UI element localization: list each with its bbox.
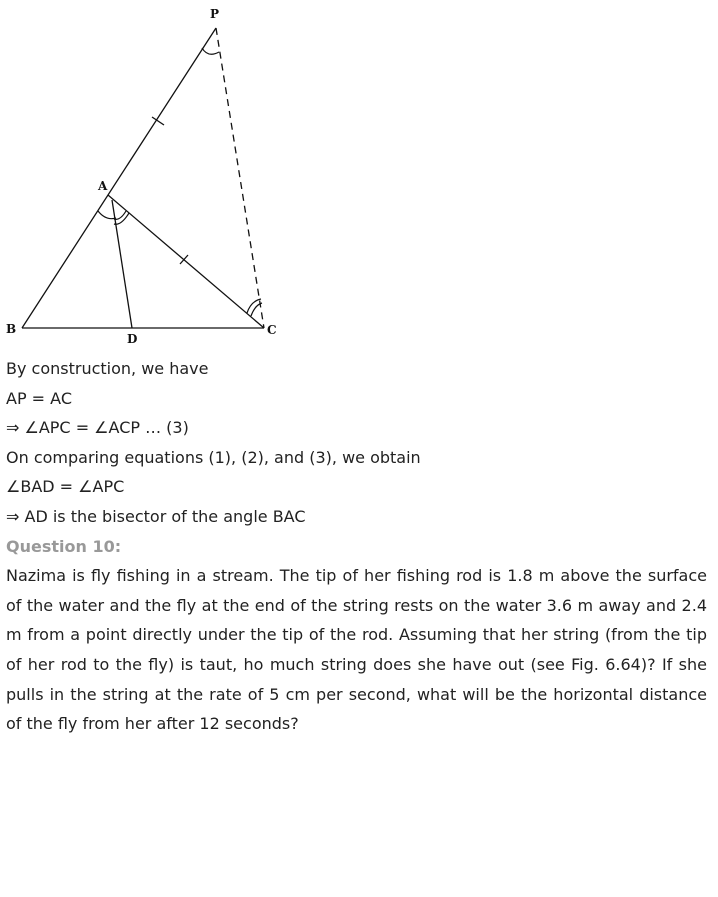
solution-text — [6, 354, 707, 739]
text-line-bisector: ⇒ AD is the bisector of the angle BAC — [6, 506, 306, 526]
vertex-label-c: C — [267, 323, 277, 337]
segment-ac — [108, 195, 264, 328]
vertex-label-d: D — [127, 332, 138, 346]
angle-arc-c-1 — [247, 299, 261, 313]
question-heading: Question 10: — [6, 536, 122, 556]
text-line-comparing: On comparing equations (1), (2), and (3), we obtain — [6, 447, 421, 467]
text-line-construction: By construction, we have — [6, 359, 209, 378]
angle-arc-p — [202, 48, 219, 54]
segment-bp — [22, 28, 216, 328]
triangle-diagram — [0, 0, 290, 350]
vertex-label-p: P — [210, 7, 220, 21]
text-line-equation-3: ⇒ ∠APC = ∠ACP … (3) — [6, 418, 189, 438]
question-text: Nazima is fly fishing in a stream. The tip of her fishing rod is 1.8 m above the surface of the water and the fly at the end of the string rests on the water 3.6 m away and 2.4 m from a point directly under the tip of the rod. Assuming that her string (from the tip of her rod to the fly) is taut, ho much string does she have out (see Fig. 6.64)? If she pulls in the string at the rate of 5 cm per second, what will be the horizontal distance of the fly from her after 12 seconds? — [6, 566, 707, 734]
triangle-figure — [0, 0, 290, 350]
vertex-label-a: A — [98, 179, 108, 193]
text-line-bad-eq-apc: ∠BAD = ∠APC — [6, 477, 125, 497]
angle-arc-a-inner-1 — [114, 213, 129, 224]
segment-pc-dashed — [216, 28, 264, 328]
text-line-ap-eq-ac: AP = AC — [6, 388, 73, 408]
vertex-label-b: B — [6, 322, 17, 336]
